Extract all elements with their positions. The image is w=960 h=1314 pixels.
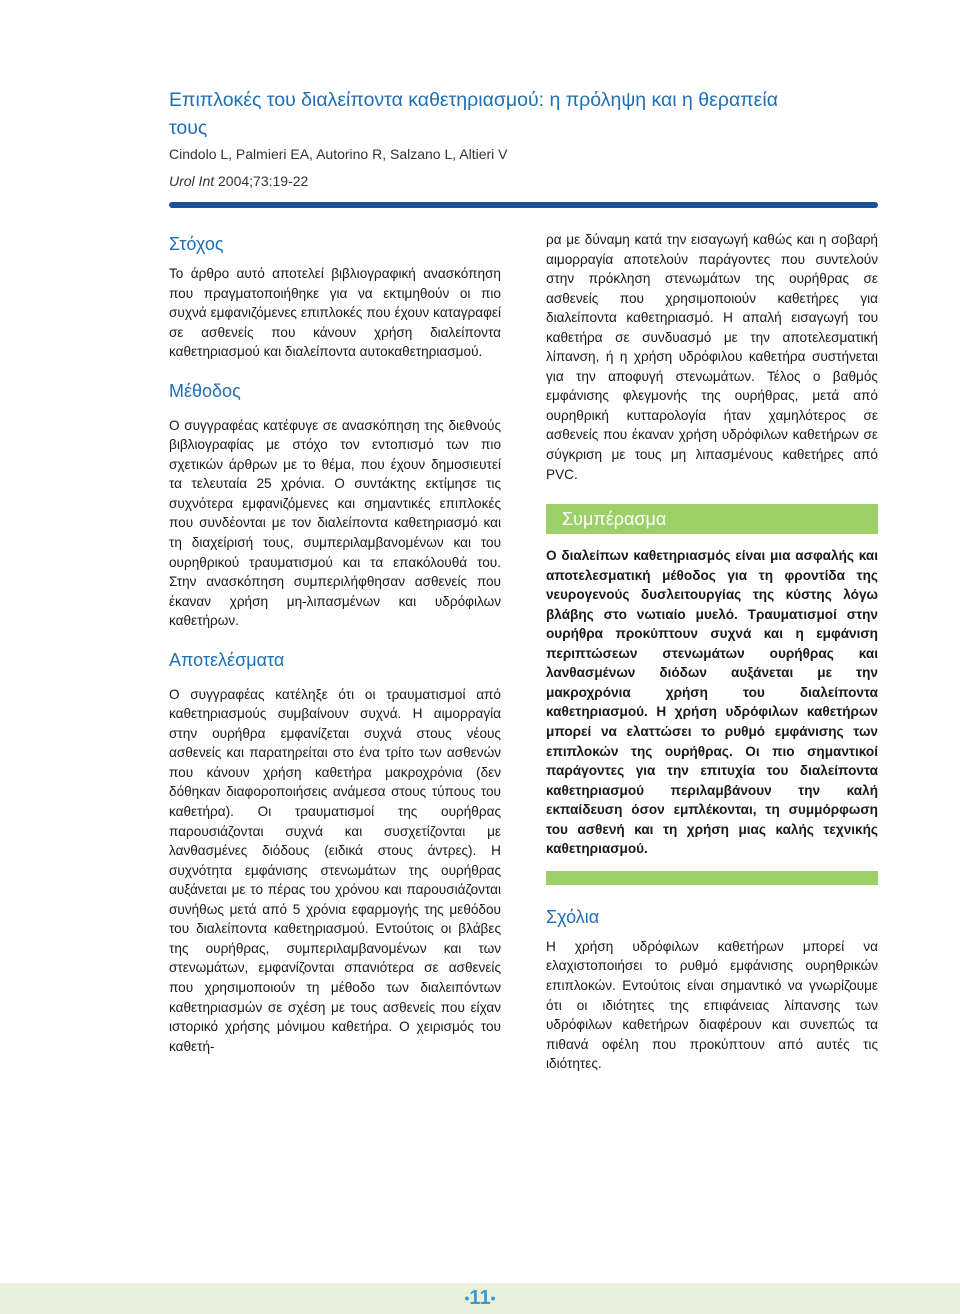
header-rule bbox=[169, 202, 878, 208]
conclusion-banner bbox=[546, 504, 878, 534]
aim-heading: Στόχος bbox=[169, 234, 224, 254]
page-number-value: 11 bbox=[469, 1287, 491, 1309]
method-heading: Μέθοδος bbox=[169, 380, 241, 401]
journal-citation bbox=[169, 173, 308, 189]
conclusion-heading: Συμπέρασμα bbox=[562, 509, 667, 530]
comments-heading: Σχόλια bbox=[546, 906, 600, 927]
page-number bbox=[0, 1283, 960, 1314]
article-title: Επιπλοκές του διαλείποντα καθετηριασμού: η πρόληψη και η θεραπεία τους bbox=[169, 89, 778, 139]
journal-name: Urol Int bbox=[169, 173, 215, 189]
journal-volume: 2004;73:19-22 bbox=[214, 173, 309, 189]
comments-text: Η χρήση υδρόφιλων καθετήρων μπορεί να ελαχιστοποιήσει το ρυθμό εμφάνισης ουρηθρικών επιπλοκών. Εντούτοις είναι σημαντικό να γνωρίζουμε ότι οι ιδιότητες της επιφάνειας λίπανσης των υδρόφιλων καθετήρων διαφέρουν και συνεπώς τα πιθανά οφέλη που προκύπτουν από αυτές τις ιδιότητες. bbox=[546, 938, 878, 1072]
results-heading: Αποτελέσματα bbox=[169, 649, 285, 670]
aim-text: Το άρθρο αυτό αποτελεί βιβλιογραφική ανασκόπηση που πραγματοποιήθηκε για να εκτιμηθούν οι πιο συχνά εμφανιζόμενες επιπλοκές που έχουν καταγραφεί σε ασθενείς που κάνουν χρήση διαλείποντα καθετηριασμού και διαλείποντα αυτοκαθετηριασμού. bbox=[169, 266, 501, 360]
conclusion-text: Ο διαλείπων καθετηριασμός είναι μια ασφαλής και αποτελεσματική μέθοδος για τη φροντίδα της νευρογενούς δυσλειτουργίας της κύστης λόγω βλάβης στο νωτιαίο μυελό. Τραυματισμοί στην ουρήθρα προκύπτουν συχνά και η εμφάνιση περιπτώσεων στενωμάτων ουρήθρας και λανθασμένων διόδων αυξάνεται με την μακροχρόνια χρήση του διαλείποντα καθετηριασμού. Η χρήση υδρόφιλων καθετήρων μπορεί να ελαττώσει το ρυθμό εμφάνισης των επιπλοκών της ουρήθρας. Οι πιο σημαντικοί παράγοντες για την επιτυχία του διαλείποντα καθετηριασμού περιλαμβάνουν την καλή εκπαίδευση όσον εμπλέκονται, τη συμμόρφωση του ασθενή και τη χρήση μιας καλής τεχνικής καθετηριασμού. bbox=[546, 548, 878, 857]
results-text-right: ρα με δύναμη κατά την εισαγωγή καθώς και η σοβαρή αιμορραγία αποτελούν παράγοντες που συντελούν στην πρόκληση στενωμάτων της ουρήθρας σε ασθενείς που χρησιμοποιούν καθετήρες για διαλείποντα καθετηριασμό. Η απαλή εισαγωγή του καθετήρα σε συνδυασμό με την αποτελεσματική λίπανση, ή η χρήση υδρόφιλου καθετήρα συστήνεται για την αποφυγή στενωμάτων. Τέλος ο βαθμός εμφάνισης φλεγμονής της ουρήθρας, μετά από ουρηθρική κυτταρολογία ήταν χαμηλότερος σε ασθενείς που έκαναν χρήση υδρόφιλων καθετήρων σε σύγκριση με τους μη λιπασμένους καθετήρες από PVC. bbox=[546, 232, 878, 482]
comments-divider bbox=[546, 871, 878, 885]
method-text: Ο συγγραφέας κατέφυγε σε ανασκόπηση της διεθνούς βιβλιογραφίας με στόχο τον εντοπισμό των πιο σχετικών άρθρων με το θέμα, που έχουν δημοσιευτεί τα τελευταία 25 χρόνια. Ο συντάκτης εκτίμησε τις συχνότερα εμφανιζόμενες και σημαντικές επιπλοκές που συνδέονται με τον διαλείποντα καθετηριασμό και τη διαχείρισή τους, συμπεριλαμβανομένων και του ουρηθρικού τραυματισμού και τα επακόλουθά του. Στην ανασκόπηση συμπεριλήφθησαν ασθενείς που έκαναν χρήση μη-λιπασμένων και υδρόφιλων καθετήρων. bbox=[169, 417, 501, 629]
bullet-left-icon: • bbox=[464, 1290, 470, 1307]
results-text-left: Ο συγγραφέας κατέληξε ότι οι τραυματισμοί από καθετηριασμούς συμβαίνουν συχνά. Η αιμορραγία στην ουρήθρα εμφανίζεται συχνά στους νέους ασθενείς και παρατηρείται στο ένα τρίτο των ασθενών που κάνουν χρήση καθετήρα μακροχρόνια (δεν δόθηκαν διαφοροποιήσεις ανάμεσα στους τύπους του καθετήρα). Οι τραυματισμοί της ουρήθρας παρουσιάζονται συχνά και συσχετίζονται με λανθασμένες διόδους (ειδικά στους άντρες). Η συχνότητα εμφάνισης στενωμάτων της ουρήθρας αυξάνεται με το πέρας του χρόνου και παρουσιάζονται συνήθως μετά από 5 χρόνια εφαρμογής της μεθόδου του διαλείποντα καθετηριασμού. Εντούτοις οι βλάβες της ουρήθρας, συμπεριλαμβανομένων και των στενωμάτων, εμφανίζονται σπανιότερα σε ασθενείς που χρησιμοποιούν τη μέθοδο των διαλειπόντων καθετηριασμών σε σχέση με τους ασθενείς που είχαν ιστορικό χρήσης μόνιμου καθετήρα. Ο χειρισμός του καθετή- bbox=[169, 686, 501, 1054]
right-column bbox=[546, 230, 878, 1074]
left-column bbox=[169, 230, 501, 1056]
authors: Cindolo L, Palmieri EA, Autorino R, Salzano L, Altieri V bbox=[169, 146, 508, 162]
page-footer bbox=[0, 1283, 960, 1314]
bullet-right-icon: • bbox=[490, 1290, 496, 1307]
